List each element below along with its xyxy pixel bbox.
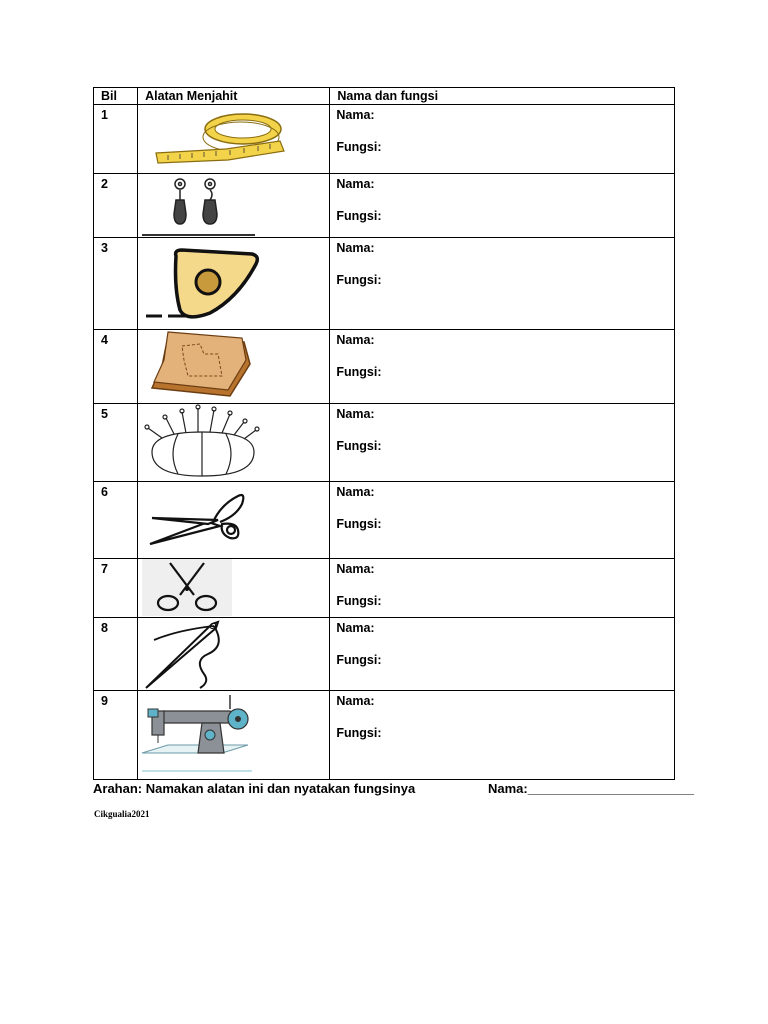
fungsi-label: Fungsi: — [336, 517, 382, 531]
nama-label: Nama: — [336, 407, 375, 421]
tool-image-cell — [138, 105, 330, 174]
fungsi-label: Fungsi: — [336, 365, 382, 379]
tool-image-cell — [138, 618, 330, 691]
fungsi-label: Fungsi: — [336, 653, 382, 667]
pin-cushion-icon — [138, 404, 330, 481]
header-bil: Bil — [94, 88, 138, 105]
nama-label: Nama: — [336, 485, 375, 499]
author-credit: Cikgualia2021 — [94, 809, 150, 819]
tool-image-cell — [138, 404, 330, 482]
answer-cell[interactable] — [330, 238, 675, 330]
answer-cell[interactable] — [330, 330, 675, 404]
measuring-tape-icon — [138, 105, 330, 173]
fungsi-label: Fungsi: — [336, 273, 382, 287]
row-number: 3 — [94, 238, 138, 330]
tool-image-cell — [138, 238, 330, 330]
instruction-text: Arahan: Namakan alatan ini dan nyatakan fungsinya — [93, 781, 416, 796]
table-row — [94, 238, 675, 330]
row-number: 1 — [94, 105, 138, 174]
needle-thread-icon — [138, 618, 330, 690]
table-row — [94, 618, 675, 691]
answer-cell[interactable] — [330, 618, 675, 691]
table-row — [94, 691, 675, 780]
tool-image-cell — [138, 559, 330, 618]
nama-label: Nama: — [336, 333, 375, 347]
row-number: 6 — [94, 482, 138, 559]
fungsi-label: Fungsi: — [336, 726, 382, 740]
tool-image-cell — [138, 174, 330, 238]
header-name-function: Nama dan fungsi — [330, 88, 675, 105]
row-number: 2 — [94, 174, 138, 238]
nama-label: Nama: — [336, 177, 375, 191]
answer-cell[interactable] — [330, 174, 675, 238]
scissors-icon — [138, 559, 330, 617]
nama-label: Nama: — [336, 694, 375, 708]
table-row — [94, 482, 675, 559]
row-number: 9 — [94, 691, 138, 780]
fungsi-label: Fungsi: — [336, 140, 382, 154]
table-row — [94, 404, 675, 482]
tool-image-cell — [138, 482, 330, 559]
table-row — [94, 330, 675, 404]
row-number: 5 — [94, 404, 138, 482]
nama-label: Nama: — [336, 621, 375, 635]
table-header-row — [94, 88, 675, 105]
nama-label: Nama: — [336, 562, 375, 576]
answer-cell[interactable] — [330, 482, 675, 559]
fungsi-label: Fungsi: — [336, 209, 382, 223]
fabric-shears-icon — [138, 482, 330, 558]
row-number: 4 — [94, 330, 138, 404]
answer-cell[interactable] — [330, 105, 675, 174]
fungsi-label: Fungsi: — [336, 594, 382, 608]
tool-image-cell — [138, 330, 330, 404]
answer-cell[interactable] — [330, 691, 675, 780]
row-number: 8 — [94, 618, 138, 691]
nama-label: Nama: — [336, 241, 375, 255]
student-name-field[interactable]: Nama:_______________________ — [488, 781, 695, 796]
nama-label: Nama: — [336, 108, 375, 122]
fungsi-label: Fungsi: — [336, 439, 382, 453]
answer-cell[interactable] — [330, 559, 675, 618]
tailor-chalk-icon — [138, 238, 330, 329]
worksheet-table — [93, 87, 675, 780]
paper-pattern-icon — [138, 330, 330, 403]
table-row — [94, 105, 675, 174]
row-number: 7 — [94, 559, 138, 618]
tracing-wheel-icon — [138, 174, 330, 237]
answer-cell[interactable] — [330, 404, 675, 482]
header-tool: Alatan Menjahit — [138, 88, 330, 105]
table-row — [94, 559, 675, 618]
table-row — [94, 174, 675, 238]
sewing-machine-icon — [138, 691, 330, 779]
tool-image-cell — [138, 691, 330, 780]
